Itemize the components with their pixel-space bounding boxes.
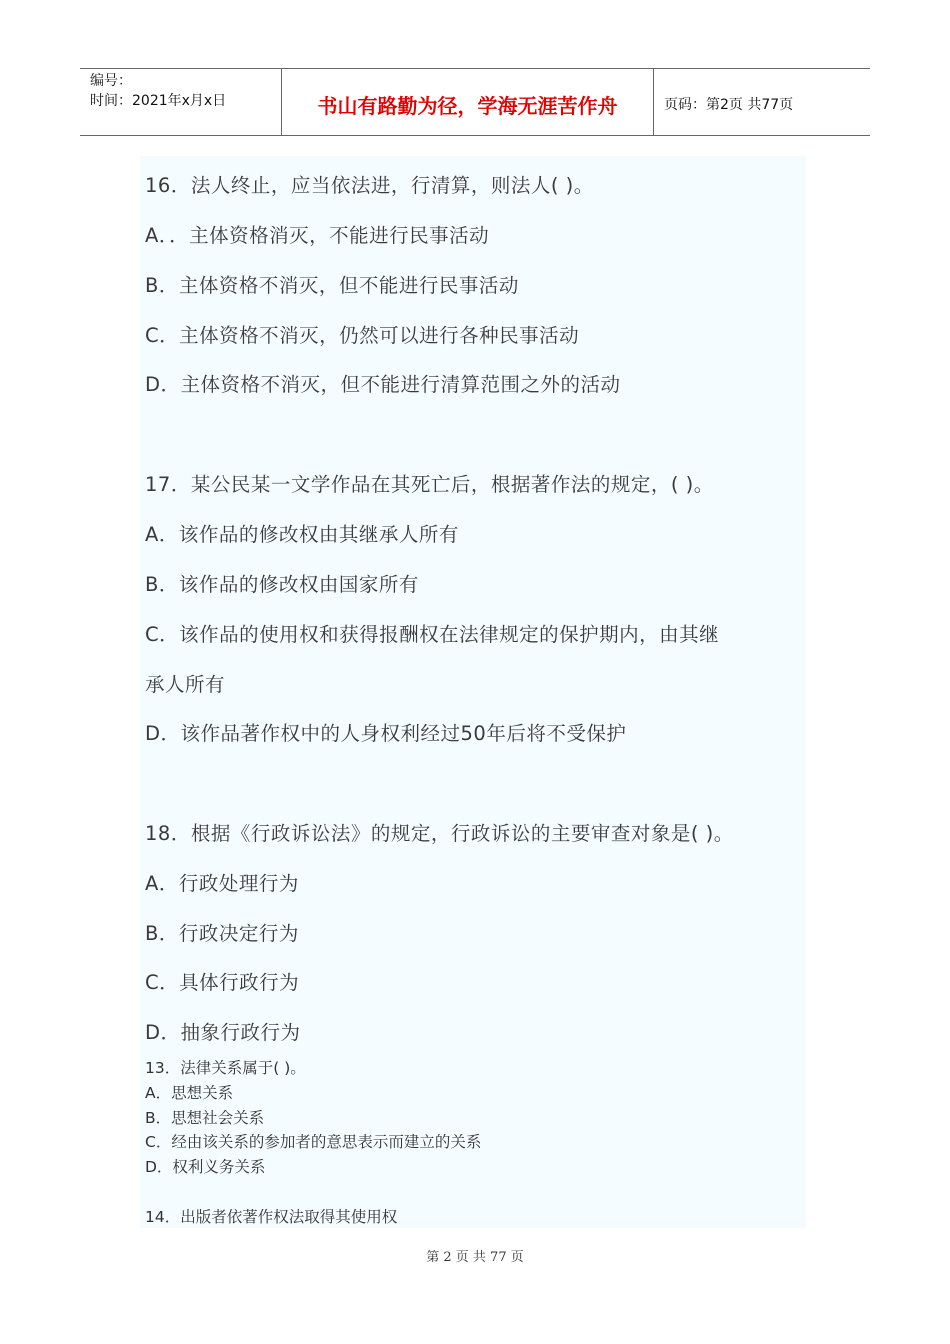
- question-13: 13．法律关系属于( )。: [145, 1059, 306, 1077]
- option-17-c: C．该作品的使用权和获得报酬权在法律规定的保护期内，由其继: [145, 623, 720, 646]
- option-17-c-cont: 承人所有: [145, 673, 226, 696]
- option-17-d: D．该作品著作权中的人身权利经过50年后将不受保护: [145, 722, 627, 745]
- option-18-d: D．抽象行政行为: [145, 1021, 301, 1044]
- document-body: [140, 156, 806, 1228]
- option-16-c: C．主体资格不消灭，仍然可以进行各种民事活动: [145, 324, 580, 347]
- page-footer: 第 2 页 共 77 页: [426, 1250, 524, 1265]
- code-label: 编号：: [90, 73, 132, 89]
- option-13-c: C．经由该关系的参加者的意思表示而建立的关系: [145, 1133, 482, 1151]
- option-18-a: A．行政处理行为: [145, 872, 299, 895]
- option-18-c: C．具体行政行为: [145, 971, 300, 994]
- question-17: 17．某公民某一文学作品在其死亡后，根据著作法的规定，( )。: [145, 473, 714, 496]
- option-16-d: D．主体资格不消灭，但不能进行清算范围之外的活动: [145, 373, 621, 396]
- option-16-b: B．主体资格不消灭，但不能进行民事活动: [145, 274, 519, 297]
- question-14: 14．出版者依著作权法取得其使用权: [145, 1208, 398, 1226]
- page-header: [80, 68, 870, 136]
- question-18: 18．根据《行政诉讼法》的规定，行政诉讼的主要审查对象是( )。: [145, 822, 734, 845]
- option-17-a: A．该作品的修改权由其继承人所有: [145, 523, 459, 546]
- option-17-b: B．该作品的修改权由国家所有: [145, 573, 419, 596]
- header-page-info: 页码：第2页 共77页: [664, 97, 794, 113]
- time-label: 时间：2021年x月x日: [90, 93, 227, 109]
- option-13-d: D．权利义务关系: [145, 1158, 266, 1176]
- option-13-b: B．思想社会关系: [145, 1109, 265, 1127]
- question-16: 16．法人终止，应当依法进，行清算，则法人( )。: [145, 174, 594, 197]
- option-18-b: B．行政决定行为: [145, 922, 299, 945]
- header-motto: 书山有路勤为径，学海无涯苦作舟: [282, 69, 654, 135]
- header-meta: [80, 69, 282, 135]
- option-13-a: A．思想关系: [145, 1084, 234, 1102]
- option-16-a: A．．主体资格消灭，不能进行民事活动: [145, 224, 490, 247]
